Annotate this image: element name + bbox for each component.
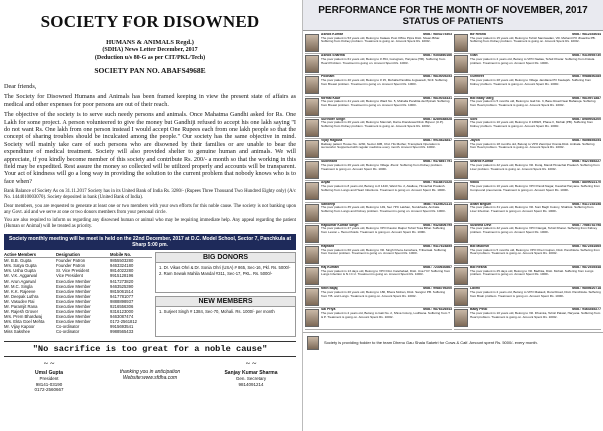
patient-details [321, 118, 452, 138]
patient-description: The poor patient is 42 years old, Belong to VPO Nangal, Tehsil Kharar. Suffering from Kidney problem. Treatment is going on. Amount Spent Rs. 1000/- [470, 226, 598, 235]
letter-body [4, 83, 296, 185]
patient-mobile: Mob.: 9315955730 [572, 54, 601, 58]
table-cell: 9814022280 [110, 268, 134, 274]
patient-entry [454, 33, 601, 54]
table-cell: Founder Patron [56, 263, 86, 269]
patient-mobile: Mob.: 9988795200 [423, 287, 452, 291]
patient-mobile: Mob.: 9803275303 [423, 33, 452, 36]
members-and-donors [4, 252, 296, 337]
patient-name: Sukhwant [321, 160, 338, 164]
patient-name: Sushma Devi [470, 223, 492, 227]
patient-entry [454, 160, 601, 181]
patient-name: Gurmeet [470, 75, 484, 79]
patient-photo [454, 55, 468, 73]
society-subtitle: HUMANS & ANIMALS Regd.) [106, 39, 194, 46]
table-cell: 9915693541 [110, 324, 134, 330]
performance-panel [302, 0, 603, 431]
table-cell: Mr. B.B. Gupta [4, 258, 32, 264]
patient-photo [454, 204, 468, 222]
notes [4, 189, 296, 230]
patient-mobile: Mob.: 7230630867 [423, 266, 452, 270]
patient-photo [454, 161, 468, 179]
intro-paragraph: The Society for Disowned Humans and Animals has been framed keeping in view the present state of affairs as medical and other expenses for poor persons are out of their reach. [4, 93, 296, 108]
patient-details [470, 118, 601, 138]
patient-description: The poor patient is 41 years old, Belong to Ward No. 5, Mohalla Panditta da Pipinali. Suffering from Breast problem. Treatment is going on. Amount Spent Rs. 1000/- [321, 99, 450, 107]
patient-description: The poor patient is 15 years old, Belong to Tehsil Samiwadan, Vill. Mehant PO Jhaanha PB. Suffering from Kidney problem. Treatment is going on. Amount Spent Rs. 1000/- [470, 35, 596, 44]
patient-entry [305, 75, 452, 96]
patient-entry [305, 97, 452, 118]
patients-column-right [454, 33, 601, 330]
patient-photo [454, 182, 468, 200]
table-cell: 9915128196 [110, 273, 134, 279]
patient-photo [454, 119, 468, 137]
patient-mobile: Mob.: 7986752798 [572, 223, 601, 227]
patient-photo [305, 55, 319, 73]
column-header: Designation [56, 252, 80, 258]
patient-details [321, 266, 452, 286]
table-cell: Executive Member [56, 319, 91, 325]
patient-details [321, 139, 452, 159]
table-cell: 9855503280 [110, 258, 134, 264]
patient-details [470, 245, 601, 265]
table-cell: 9316123000 [110, 309, 134, 315]
patient-mobile: Mob.: 9418870228 [423, 181, 452, 185]
table-cell: 0172-2561812 [110, 319, 138, 325]
big-donors-box [155, 263, 296, 293]
patient-entry [305, 160, 452, 181]
fodder-note [303, 332, 603, 353]
patient-details [321, 181, 452, 201]
patient-description: The poor patient is 28 years old, Belong to Village Jandlana PO Kaulaprk. Suffering from Kidney problem. Treatment is going on. Amount Spent Rs. 1000/- [470, 78, 592, 86]
secretary-role: Gen. Secretary [235, 376, 267, 382]
patient-photo [305, 288, 319, 306]
patient-entry [454, 266, 601, 287]
members-request-note: Dear members, you are requested to generate at least one or two members with your own efforts for this noble cause. The society is not banking upon any Govt. aid and we serve at one or two donors members from your personal circle. [4, 203, 296, 215]
patient-photo [305, 246, 319, 264]
newsletter-left-panel [0, 0, 300, 431]
patient-entry [454, 139, 601, 160]
patient-description: The poor patient is 53 years old, Belong to Kalawe Post Office Pipra Distt. Siwan Bihar. Suffering from Kidney problem. Treatment is going on. Amount Spent Rs. 1000/- [321, 35, 441, 44]
table-cell: Mr. Paramjit Rana [4, 304, 38, 309]
patient-details [321, 287, 452, 307]
table-cell: Sr. Vice President [56, 268, 90, 274]
patients-status-title: STATUS OF PATIENTS [402, 16, 504, 27]
thanks-block [95, 361, 205, 393]
patient-entry [454, 203, 601, 224]
patient-mobile: Mob.: 9988650285 [572, 75, 601, 79]
patient-photo [454, 288, 468, 306]
table-cell: 9463087474 [110, 314, 134, 320]
patient-entry [305, 266, 452, 287]
patient-photo [305, 225, 319, 243]
patient-name: Vijay Rajputa [321, 138, 343, 142]
patient-request-note: You are also required to inform us regarding any disowned human or animal who may be requiring immediate help. Any appeal regarding the patient (Human or Animal) will be treated as priority. [4, 218, 296, 230]
patient-entry [305, 224, 452, 245]
patient-mobile: Mob.: 9812353044 [572, 33, 601, 36]
patient-details [321, 160, 452, 180]
patients-column-left [305, 33, 452, 330]
donor-entry: 1. Dr. Vikas Ohri & Dr. Sonia Ohri (USA) # 865, Sec-16, Pkl. Rs. 5000/- [159, 265, 291, 271]
patient-name: Shardil Kumar [470, 160, 494, 164]
table-cell: Miss Sakshee [4, 329, 31, 335]
patient-description: The poor patient is 27 years old, Belong to VPO Kaulon Raipur Tehsil Tosa Bihar. Suffering from Lesion + Hemorrhoids. Treatment is going on. Amount Spent Rs. 1000/- [321, 226, 445, 235]
patient-name: Anjali [321, 181, 331, 185]
patient-photo [305, 140, 319, 158]
patient-mobile: Mob.: 9478867791 [423, 160, 452, 164]
patient-name: Baby Pinki [470, 308, 488, 312]
cow-photo [307, 336, 319, 350]
office-bearers-table [4, 252, 152, 337]
table-cell: 9463324180 [110, 263, 134, 269]
table-cell: Mr. Vasudev Rai [4, 298, 35, 304]
patient-description: The poor patient is 20 years old, Belong to 180, Bhera Mohan, Distt. Sangrur PB. Suffering from T.B. and Lungs. Treatment is going on. Amount Spent Rs. 1000/- [321, 289, 446, 298]
patient-description: The poor patient is 13 days old, Belong to VPO Dist. Fatehabad, Distt. Una H.P. Suffering from Lungs Infection & N.I.C.U. Treatment is going on. Amount Spent Rs. 1000/- [321, 268, 451, 277]
patient-photo [454, 140, 468, 158]
table-cell: Mrs. Prem Bhardwaj [4, 314, 42, 320]
table-row [4, 329, 152, 334]
patient-description: The poor patient is 61 years old, Belong to # 354, Gurugram, Haryana (HR). Suffering from Heart Problem. Treatment is going on. Amount Spent Rs. 1000/- [321, 56, 446, 65]
patient-name: Attari Begum [470, 202, 492, 206]
website-link[interactable]: Website:www.sfdha.com [122, 375, 178, 382]
patient-name: Ashok Sharma [321, 54, 345, 58]
patient-description: The poor patient is 10 years old, Belong to VPO Pandi Nagar, Kaushal Haryana. Suffering from Compound pneumonia. Treatment is going on. Amount Spent Rs. 1000/- [470, 184, 600, 192]
patient-name: Jayon [470, 138, 480, 142]
president-signature: ~ ~ [43, 359, 55, 369]
patient-photo [454, 76, 468, 94]
patient-entry [454, 54, 601, 75]
patient-photo [454, 225, 468, 243]
patient-entry [454, 308, 601, 329]
patient-entry [454, 75, 601, 96]
patient-photo [305, 204, 319, 222]
patient-entry [454, 224, 601, 245]
table-cell: Executive Member [56, 314, 91, 320]
patient-description: The poor patient is 2 years old, Belong to VPO Makaoli, Rural Road, Distt. Panchkula. Suffering from Brain problem. Treatment is going on. Amount Spent Rs. 1000/- [470, 289, 601, 298]
newsletter-date: (SDHA) News Letter December, 2017 [102, 47, 198, 53]
table-cell: 9463525390 [110, 283, 134, 289]
table-cell: Founder Patron [56, 258, 86, 264]
meeting-banner: Society monthly meeting will be meet is held on the 22nd December, 2017 at D.C. Model School, Sector 7, Panchkula at Sharp 5:00 pm. [4, 234, 296, 250]
patient-details [321, 245, 452, 265]
patient-name: Gian [470, 54, 478, 58]
patient-entry [454, 97, 601, 118]
patient-name: Rajkumar Kumar Singh [321, 223, 359, 227]
objective-paragraph: The objective of the society is to serve such needy persons and animals. Once Mahatma Gandhi asked for Rs. One Lakh for some project. A person volunteered to give the money but Gandhiji refused to accept his one lakh saying "I do not want Rs. One lakh from one person instead I would accept One Rupees each from one lakh people so that the concept of sharing troubles should be inculcated among the people." Our society has the same objective in mind. Society will mainly take care of such persons who are disowned by their families or are unable to bear the expenditure of medical treatment. Society will also provided shelter to genuine human and animals. We will appreciate, if you kindly become member of this society and contribute Rs. 200/- a month so that the working in this field may be expedited. Rest assure the money so collected will be utilized properly and accounts will be transparent. Your act of kindness will go a long way in providing the solution to the current problem that nobody knows who is to face when? [4, 111, 296, 185]
table-cell: Mr. Arun Agarwal [4, 278, 36, 284]
patient-name: Raj Kumari [321, 266, 339, 270]
table-cell: Executive Member [56, 293, 91, 299]
table-cell: Executive Member [56, 304, 91, 309]
table-cell: Mr. Rajesh Grover [4, 309, 38, 315]
patient-photo [454, 309, 468, 327]
president-role: President [39, 376, 59, 382]
patient-name: Ashok Kumar [321, 33, 344, 36]
patient-description: The poor patient is 40 years old, Belong to # 15, Mohalla Panditta Jogwaredi, SCF. Suffering from Breast problem. Treatment is going on. Amount Spent Rs. 1000/- [321, 78, 448, 86]
patient-name: Bir Rekha [470, 33, 486, 36]
patient-name: Poonam [321, 75, 335, 79]
patient-description: The poor patient is 8 years old, Belong to # 1440, Ward No. 2, Akalkue, Himachal Pradesh. Suffering from Lungs and Heart Infections. Treatment is going on. Amount Spent Rs. 1000/- [321, 184, 446, 192]
patient-description: The poor patient is 10 years old, Belong to # 1389/3, Phase II, Mohali (PB). Suffering from Kidney problem. Treatment is going on. Amount Spent Rs. 1000/- [470, 120, 594, 129]
patient-details [470, 308, 601, 328]
patient-mobile: Mob.: 9876326543 [423, 308, 452, 312]
patient-description: The poor patient is 5 months old, Belong to Gali No. 3, Basu Road Near Bahareja. Suffering from Heart problem. Treatment is going on. Amount Spent Rs. 1000/- [470, 99, 596, 107]
secretary-name: Sanjay Kumar Sharma [224, 370, 278, 377]
new-members-title: NEW MEMBERS [155, 296, 296, 307]
patient-details [321, 33, 452, 53]
patient-description: The poor patient is 2 years old, Belong to VPO Nadaa, Tehsil Kharar. Suffering from Fistula problem. Treatment is going on. Amount Spent Rs. 1000/- [470, 56, 595, 65]
table-cell: Mr. M.C. Singla [4, 283, 33, 289]
tax-deduction-note: (Deduction u/s 80-G as per CIT/PKL/Tech) [94, 54, 206, 61]
patient-description: The poor patient is 18 months old, Belong to VPO Zamirpur Kranta Distt. Ambala. Suffering from Heart problem. Treatment is going on. Amount Spent Rs. 1000/- [470, 141, 595, 150]
patient-details [470, 181, 601, 201]
patient-photo [305, 161, 319, 179]
patient-description: The poor patient is 26 years old, Belong to Village Jhunir. Suffering from Kidney problem. Treatment is going on. Amount Spent Rs. 1000/- [321, 162, 443, 171]
patient-mobile: Mob.: 9915824847 [423, 138, 452, 142]
donor-entry: 2. Ram Sewak Mahila Mandal #311, Sec-17, PKL. Rs. 5000/- [159, 270, 273, 276]
patient-mobile: Mob.: 9855620718 [572, 287, 601, 291]
patient-mobile: Mob.: 9856655254 [572, 138, 601, 142]
table-cell: Mrs. Usha Gupta [4, 268, 36, 274]
patient-entry [305, 287, 452, 308]
patient-entry [305, 308, 452, 329]
patient-mobile: Mob.: 9815034431 [423, 96, 452, 100]
patient-details [321, 75, 452, 95]
patient-entry [454, 181, 601, 202]
patient-entry [454, 118, 601, 139]
patient-details [470, 139, 601, 159]
patient-photo [305, 267, 319, 285]
patient-description: The poor patient is 31 years old, Belong to Vill. Soni Bagh Colony, Shahkot. Suffering from Liver Infection. Treatment is going on. Amount Spent Rs. 1000/- [470, 205, 594, 213]
patient-mobile: Mob.: 9872461665 [572, 244, 601, 248]
table-cell: Executive Member [56, 283, 91, 289]
patient-mobile: Mob.: 9354860166 [423, 54, 452, 58]
patient-description: The poor patient is 2 years old, Belong to Gali No. 2, Shiva Colony, Ludhiana. Suffering from T & P. Treatment is going on. Amount Spent Rs. 1000/- [321, 311, 450, 319]
patient-name: Soni [470, 117, 478, 121]
patient-entry [305, 54, 452, 75]
table-cell: Mr. V.K. Aggarwal [4, 273, 37, 279]
table-cell: Vice President [56, 273, 83, 279]
office-table-body [4, 258, 152, 334]
performance-title [303, 0, 603, 31]
new-members-box [155, 307, 296, 337]
president-landline: 0172-2560667 [34, 387, 64, 393]
table-cell: Executive Member [56, 278, 91, 284]
patient-photo [454, 246, 468, 264]
patient-entry [305, 118, 452, 139]
table-cell: Mr. K.K. Rajeeve [4, 288, 36, 294]
patient-entry [305, 203, 452, 224]
patient-photo [454, 267, 468, 285]
table-cell: Mr. Deepak Luthra [4, 293, 39, 299]
patient-description: The poor patient is 35 years old, Belong to 149, Sec 7PC Lakhan, Nurukheda, Ambala. Suffering from Lungs and Kidney problem. Treatment is going on. Amount Spent Rs. 1000/- [321, 205, 446, 213]
table-cell: Executive Member [56, 298, 91, 304]
patient-description: The poor patient is 25 days old, Belong to Vill. Badhka, Distt. Mohali. Suffering from Lungs problem. Treatment is going on. Amount Spent Rs. 1000/- [470, 268, 594, 277]
patient-description: Railway patient House No. 1230, Sector 40B, Chd. His Mother, Transplant Operation is successful. Supported with regular medicine every month. Amount Spent Rs. 1000/- [321, 141, 440, 150]
patient-entry [305, 245, 452, 266]
patients-grid [303, 31, 603, 332]
table-cell: 9216556306 [110, 304, 134, 309]
secretary-signature-block [206, 361, 296, 393]
table-cell: 9417781077 [110, 293, 134, 299]
patient-mobile: Mob.: 9417245158 [572, 202, 601, 206]
secretary-phone: 9814091214 [238, 381, 264, 387]
patient-details [321, 54, 452, 74]
patient-name: Sai Priya [321, 308, 336, 312]
patient-description: The poor patient is 60 years old, Belong to Vill. Singh Khera Jamshera, Tribanwal. Suffering from Cancer problem. Treatment is going on. Amount Spent Rs. 1000/- [321, 247, 447, 256]
patient-description: The poor patient is 42 years old, Belong to Vill. Duraj, Mandi Himachal Pradesh. Suffering from Liver problem. Treatment is going on. Amount Spent Rs. 1000/- [470, 162, 600, 171]
patient-details [470, 224, 601, 244]
table-cell: Executive Member [56, 288, 91, 294]
patient-mobile: Mob.: 8289388528 [423, 117, 452, 121]
president-name: Umsl Gupta [34, 370, 64, 377]
performance-title-line: PERFORMANCE FOR THE MONTH OF NOVEMBER, 2017 [318, 5, 588, 16]
patient-photo [454, 34, 468, 52]
patient-mobile: Mob.: 9815971887 [572, 96, 601, 100]
patient-mobile: Mob.: 9872539348 [572, 266, 601, 270]
patient-details [470, 287, 601, 307]
table-cell: Executive Member [56, 309, 91, 315]
patient-photo [305, 309, 319, 327]
patient-name: Rajwant [321, 244, 334, 248]
patient-mobile: Mob.: 9424806795 [423, 223, 452, 227]
patient-name: Nikku [470, 181, 480, 185]
patient-photo [305, 98, 319, 116]
table-cell: Co-ordinator [56, 329, 80, 335]
table-cell: Co-ordinator [56, 324, 80, 330]
big-donors-title: BIG DONORS [155, 252, 296, 263]
patient-details [321, 308, 452, 328]
patient-name: Bib Baby Garg [470, 96, 494, 100]
pan-number: SOCIETY PAN NO. ABAFS4968E [94, 66, 206, 75]
patient-details [470, 203, 601, 223]
president-signature-block [4, 361, 94, 393]
patient-entry [305, 139, 452, 160]
patient-mobile: Mob.: 8989504200 [572, 117, 601, 121]
new-member-entry: 1. Surjeet Singh # 1384, Sec-70, Mohali. Rs. 1000/- per month [159, 309, 275, 315]
patient-name: Sandeep [321, 202, 336, 206]
patient-description: The poor patient is 10 years old, Belong to Vill. Dhumka, Tehsil Palwal, Haryana. Suffering from Heart problem. Treatment is going on. Amount Spent Rs. 1000/- [470, 311, 601, 319]
patient-mobile: Mob.: 9125621114 [423, 202, 452, 206]
patient-details [470, 160, 601, 180]
patient-photo [305, 34, 319, 52]
greeting: Dear friends, [4, 83, 37, 90]
table-cell: Mrs. Ekta Goel Mehta [4, 319, 45, 325]
patient-photo [305, 182, 319, 200]
society-title: SOCIETY FOR DISOWNED [40, 12, 260, 31]
column-header: Active Members [4, 252, 37, 258]
table-cell: 9815061514 [110, 288, 134, 294]
patient-mobile: Mob.: 9427865227 [572, 160, 601, 164]
patient-description: The poor patient is 5 months old, Belong to VPO Kheri Gujran, Distt. Panchkula. Suffering from Heart problem. Treatment is going on. Amount Spent Rs. 1000/- [470, 247, 600, 256]
patient-mobile: Mob.: 9464465277 [572, 308, 601, 312]
patient-name: Bib Mukesh [470, 244, 490, 248]
patient-details [470, 97, 601, 117]
patient-entry [454, 287, 601, 308]
patient-photo [454, 98, 468, 116]
table-cell: 9988565433 [110, 329, 134, 335]
table-cell: Mrs. Satya Gupta [4, 263, 37, 269]
patient-photo [305, 76, 319, 94]
table-cell: 9888898937 [110, 298, 134, 304]
patient-details [470, 33, 601, 53]
patient-details [470, 75, 601, 95]
table-cell: 9417273820 [110, 278, 134, 284]
column-header: Mobile No. [110, 252, 132, 258]
secretary-signature: ~ ~ [245, 359, 257, 369]
slogan: "No sacrifice is too great for a noble cause" [4, 341, 296, 357]
patient-name: Nirmal Kaur [321, 96, 341, 100]
fodder-note-text: Society is providing fodder to the team Dhenu Gau Shala Saketri for Cows & Calf. Amount spent Rs. 5000/- every month. [324, 340, 538, 346]
patient-name: Surinder Singh [321, 117, 346, 121]
patient-description: The poor patient is 26 years old, Belong to Mamrah, Darra Jhandewal Distt. Bijnour (U.P). Suffering from Kidney problem. Treatment is going on. Amount Spent Rs. 1000/- [321, 120, 444, 129]
donors-section [155, 252, 296, 337]
patient-entry [305, 33, 452, 54]
bank-balance-note: Bank Balance of Society As on 31.11.2017 Society has in its United Bank of India Rs. 3280/- (Rupees Three Thousand Two Hundred Eighty only) (A/c No. 1444010003070). Society deposited in bank (United Bank of India). [4, 189, 296, 201]
patient-name: Bib Rekha [470, 266, 487, 270]
patient-entry [454, 245, 601, 266]
patient-name: Nitin Bajaj [321, 287, 338, 291]
thanks-line: thanking you in anticipation [119, 369, 181, 376]
patient-mobile: Mob.: 9815005253 [423, 75, 452, 79]
patient-name: Laxmi [470, 287, 480, 291]
patient-details [321, 203, 452, 223]
signatures [4, 361, 296, 393]
patient-details [321, 97, 452, 117]
patient-details [470, 54, 601, 74]
table-cell: Mr. Vijay Kapoor [4, 324, 35, 330]
patient-mobile: Mob.: 8809022170 [572, 181, 601, 185]
patient-details [321, 224, 452, 244]
president-phone: 98141-03190 [35, 381, 63, 387]
patient-mobile: Mob.: 9417624855 [423, 244, 452, 248]
patient-details [470, 266, 601, 286]
patient-entry [305, 181, 452, 202]
patient-photo [305, 119, 319, 137]
